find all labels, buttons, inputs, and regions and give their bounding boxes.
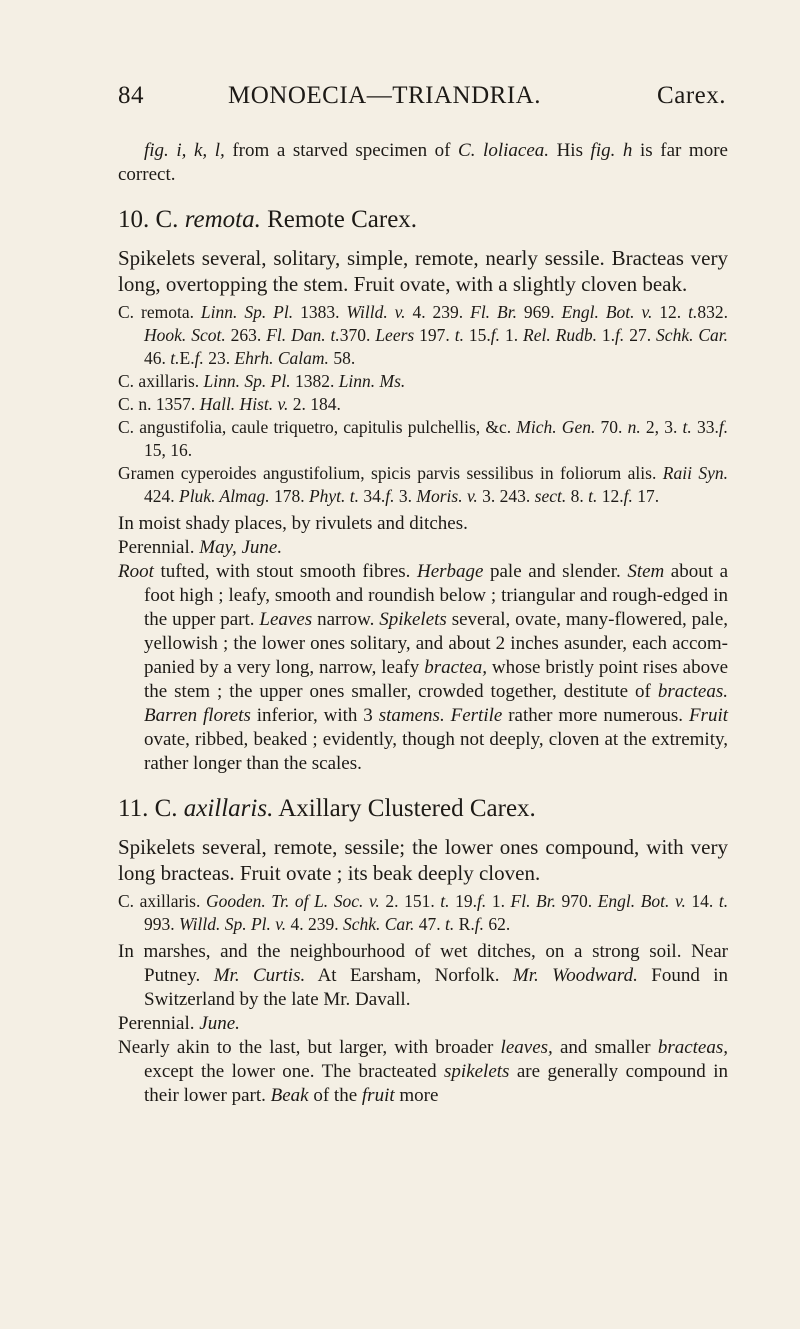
- species-10-synonym-4: C. angustifolia, caule triquetro, capitulis pulchellis, &c. Mich. Gen. 70. n. 2, 3. t. 33.f. 15, 16.: [118, 417, 729, 460]
- species-11-heading: 11. C. axillaris. Axillary Clustered Carex.: [118, 795, 536, 822]
- species-10-synonym-1: C. remota. Linn. Sp. Pl. 1383. Willd. v. 4. 239. Fl. Br. 969. Engl. Bot. v. 12. t.832. Hook. Scot. 263. Fl. Dan. t.370. Leers 197. t. 15.f. 1. Rel. Rudb. 1.f. 27. Schk. Car. 46. t.E.f. 23. Ehrh. Calam. 58.: [118, 302, 729, 368]
- species-10-synonym-5: Gramen cyperoides angustifolium, spicis parvis sessilibus in foliorum alis. Raii Syn. 424. Pluk. Almag. 178. Phyt. t. 34.f. 3. Moris. v. 3. 243. sect. 8. t. 12.f. 17.: [118, 463, 729, 506]
- species-11-notes: Nearly akin to the last, but larger, with broader leaves, and smaller bracteas, except the lower one. The bracteated spikelets are generally compound in their lower part. Beak of the fruit more: [118, 1037, 729, 1106]
- species-10-synonym-2: C. axillaris. Linn. Sp. Pl. 1382. Linn. Ms.: [118, 371, 406, 391]
- species-11-synonym-1: C. axillaris. Gooden. Tr. of L. Soc. v. 2. 151. t. 19.f. 1. Fl. Br. 970. Engl. Bot. v. 14. t. 993. Willd. Sp. Pl. v. 4. 239. Schk. Car. 47. t. R.f. 62.: [118, 891, 729, 934]
- page-number: 84: [118, 82, 144, 109]
- species-11-diagnosis: Spikelets several, remote, sessile; the lower ones compound, with very long bracteas. Fruit ovate ; its beak deeply cloven.: [118, 835, 728, 885]
- species-10-heading: 10. C. remota. Remote Carex.: [118, 206, 418, 233]
- running-header: [118, 82, 726, 122]
- running-genus: Carex.: [657, 82, 726, 109]
- species-10-habitat: In moist shady places, by rivulets and ditches.: [118, 513, 468, 534]
- intro-paragraph: fig. i, k, l, from a starved specimen of C. loliacea. His fig. h is far more correct.: [118, 140, 728, 185]
- page-body: [118, 139, 728, 1108]
- running-title: MONOECIA—TRIANDRIA.: [228, 82, 541, 109]
- species-10-description: Root tufted, with stout smooth fibres. Herbage pale and slender. Stem about a foot high ; leafy, smooth and roundish below ; triangular and rough-edged in the upper part. Leaves narrow. Spikelets several, ovate, many-flowered, pale, yellowish ; the lower ones solitary, and about 2 inches asunder, each accompanied by a very long, narrow, leafy bractea, whose bristly point rises above the stem ; the upper ones smaller, crowded together, destitute of bracteas. Barren florets inferior, with 3 stamens. Fertile rather more numerous. Fruit ovate, ribbed, beaked ; evidently, though not deeply, cloven at the extremity, rather longer than the scales.: [118, 561, 728, 774]
- species-11-duration: Perennial. June.: [118, 1013, 240, 1034]
- species-11-habitat: In marshes, and the neighbourhood of wet ditches, on a strong soil. Near Putney. Mr. Curtis. At Earsham, Norfolk. Mr. Woodward. Found in Switzerland by the late Mr. Davall.: [118, 941, 729, 1010]
- species-10-diagnosis: Spikelets several, solitary, simple, remote, nearly sessile. Bracteas very long, overtopping the stem. Fruit ovate, with a slightly cloven beak.: [118, 246, 728, 296]
- species-10-synonym-3: C. n. 1357. Hall. Hist. v. 2. 184.: [118, 394, 341, 414]
- species-10-duration: Perennial. May, June.: [118, 537, 283, 558]
